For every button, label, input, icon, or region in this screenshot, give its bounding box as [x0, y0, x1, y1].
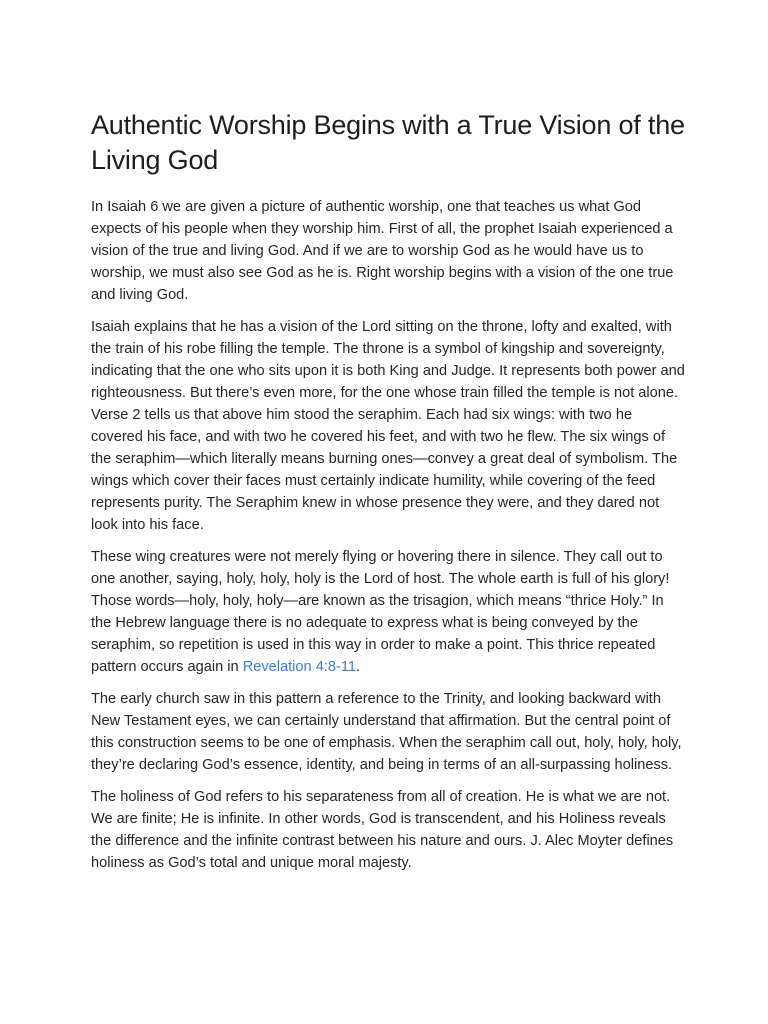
- paragraph-4: [91, 688, 686, 776]
- article-title: Authentic Worship Begins with a True Vision of the Living God: [91, 110, 685, 175]
- paragraph-2: [91, 316, 686, 536]
- paragraph-1: [91, 196, 686, 306]
- paragraph-3-text: These wing creatures were not merely flying or hovering there in silence. They call out to one another, saying, holy, holy, holy is the Lord of host. The whole earth is full of his glory! Those words—holy, holy, holy—are known as the trisagion, which means “thrice Holy.” In the Hebrew language there is no adequate to express what is being conveyed by the seraphim, so repetition is used in this way in order to make a point. This thrice repeated pattern occurs again in: [91, 549, 670, 675]
- paragraph-3: [91, 546, 686, 678]
- paragraph-1-text: In Isaiah 6 we are given a picture of authentic worship, one that teaches us what God expects of his people when they worship him. First of all, the prophet Isaiah experienced a vision of the true and living God. And if we are to worship God as he would have us to worship, we must also see God as he is. Right worship begins with a vision of the one true and living God.: [91, 199, 674, 303]
- paragraph-3-after: .: [356, 659, 361, 675]
- article: [91, 108, 686, 884]
- paragraph-5: [91, 786, 686, 874]
- revelation-link[interactable]: Revelation 4:8-11: [242, 659, 357, 675]
- paragraph-4-text: The early church saw in this pattern a reference to the Trinity, and looking backward with New Testament eyes, we can certainly understand that affirmation. But the central point of this construction seems to be one of emphasis. When the seraphim call out, holy, holy, holy, they’re declaring God’s essence, identity, and being in terms of an all-surpassing holiness.: [91, 691, 682, 773]
- paragraph-2-text: Isaiah explains that he has a vision of the Lord sitting on the throne, lofty and exalted, with the train of his robe filling the temple. The throne is a symbol of kingship and sovereignty, indicating that the one who sits upon it is both King and Judge. It represents both power and righteousness. But there’s even more, for the one whose train filled the temple is not alone. Verse 2 tells us that above him stood the seraphim. Each had six wings: with two he covered his face, and with two he covered his feet, and with two he flew. The six wings of the seraphim—which literally means burning ones—convey a great deal of symbolism. The wings which cover their faces must certainly indicate humility, while covering of the feed represents purity. The Seraphim knew in whose presence they were, and they dared not look into his face.: [91, 319, 685, 533]
- paragraph-5-text: The holiness of God refers to his separateness from all of creation. He is what we are not. We are finite; He is infinite. In other words, God is transcendent, and his Holiness reveals the difference and the infinite contrast between his nature and ours. J. Alec Moyter defines holiness as God’s total and unique moral majesty.: [91, 789, 674, 871]
